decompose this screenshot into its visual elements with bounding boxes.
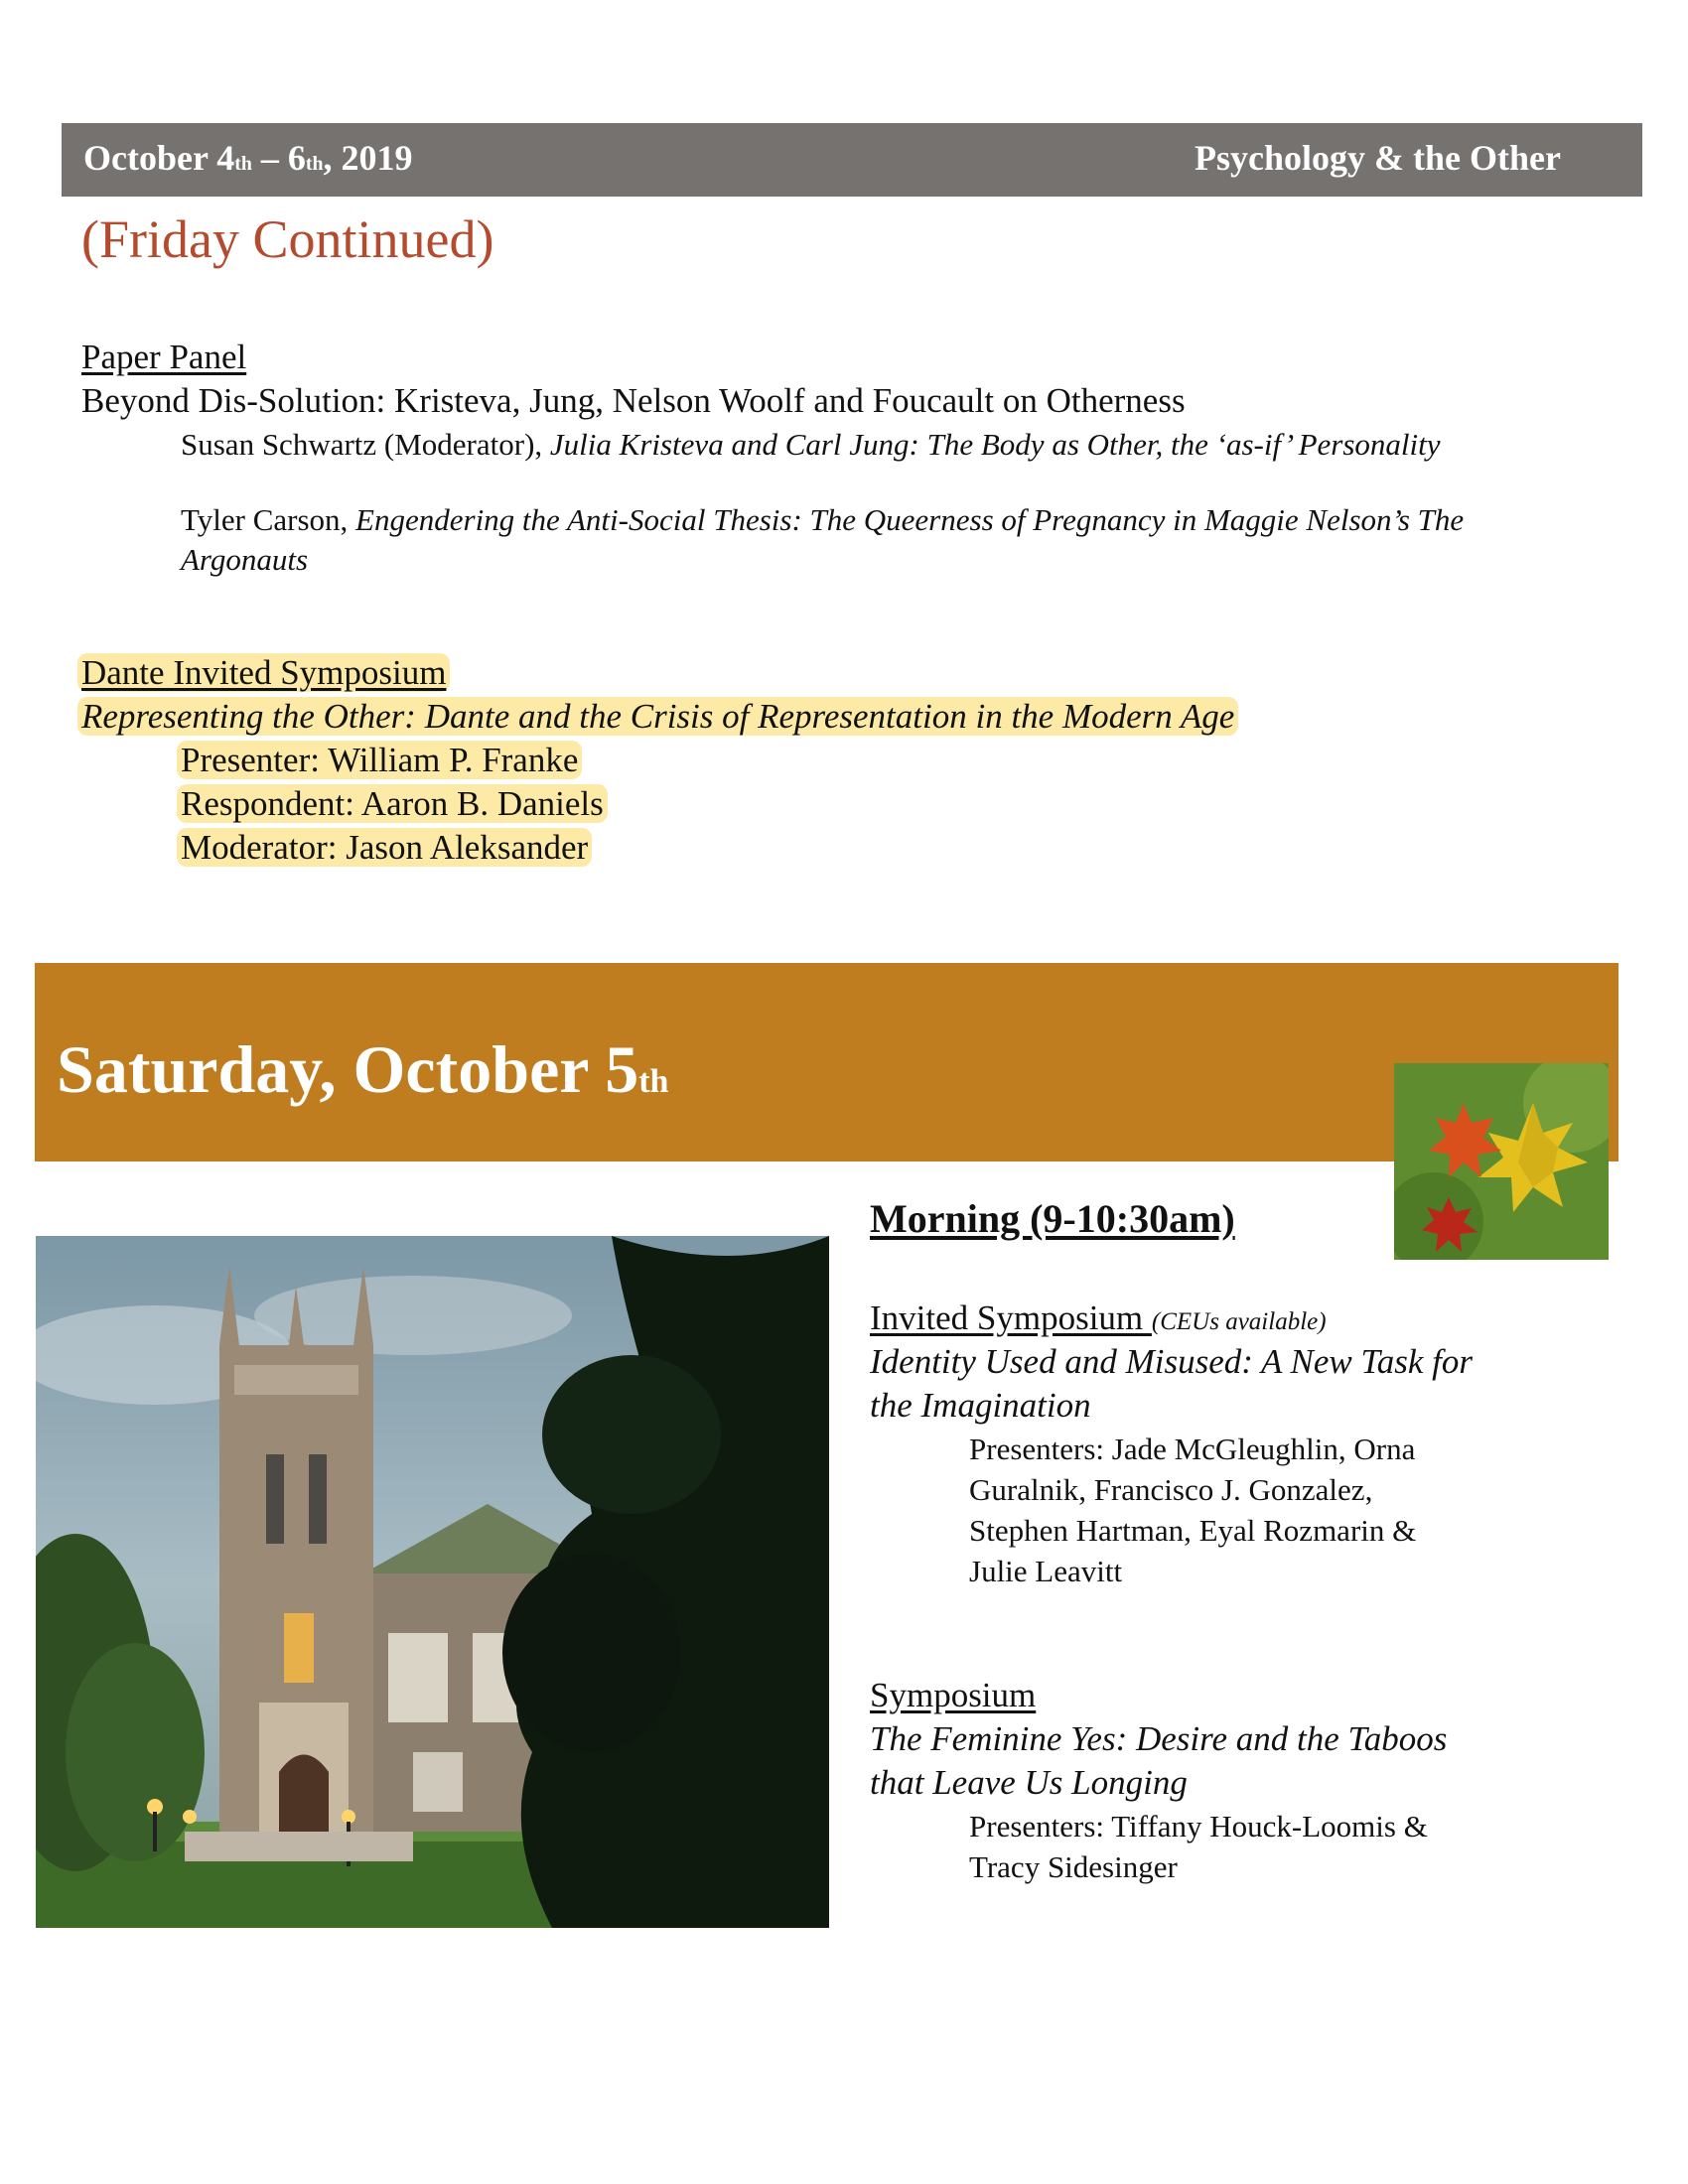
- invited-presenters-line2: Guralnik, Francisco J. Gonzalez,: [969, 1472, 1373, 1507]
- campus-gothic-tower-image: [36, 1236, 829, 1928]
- dante-symposium-label: Dante Invited Symposium: [77, 651, 450, 695]
- invited-presenters-line3: Stephen Hartman, Eyal Rozmarin &: [969, 1513, 1417, 1548]
- header-bar: [62, 123, 1642, 197]
- paper-entry-1-work: Julia Kristeva and Carl Jung: The Body as Other, the ‘as-if’ Personality: [549, 427, 1441, 462]
- invited-symposium-title-line2: the Imagination: [870, 1386, 1091, 1425]
- paper-entry-2-work-line1: Engendering the Anti-Social Thesis: The Queerness of Pregnancy in Maggie Nelson’s The: [355, 502, 1465, 537]
- dante-presenter: Presenter: William P. Franke: [177, 739, 582, 782]
- symposium-presenters-line1: Presenters: Tiffany Houck-Loomis &: [969, 1809, 1428, 1843]
- invited-symposium-label: Invited Symposium: [870, 1298, 1152, 1337]
- maple-leaves-image: [1394, 1063, 1609, 1260]
- dante-moderator: Moderator: Jason Aleksander: [177, 826, 592, 870]
- paper-panel-title: Beyond Dis-Solution: Kristeva, Jung, Nelson Woolf and Foucault on Otherness: [81, 381, 1186, 420]
- dante-symposium-title: Representing the Other: Dante and the Crisis of Representation in the Modern Age: [77, 695, 1238, 739]
- friday-continued-heading: (Friday Continued): [81, 209, 494, 269]
- saturday-title: Saturday, October 5th: [57, 1031, 669, 1107]
- header-conference-title: Psychology & the Other: [1195, 138, 1561, 178]
- invited-presenters-line1: Presenters: Jade McGleughlin, Orna: [969, 1432, 1416, 1466]
- morning-heading: Morning (9-10:30am): [870, 1196, 1235, 1241]
- header-date: October 4th – 6th, 2019: [83, 138, 413, 178]
- paper-entry-2-presenter: Tyler Carson,: [181, 502, 356, 537]
- ceu-note: (CEUs available): [1151, 1308, 1327, 1335]
- symposium-presenters-line2: Tracy Sidesinger: [969, 1849, 1178, 1884]
- paper-entry-1-presenter: Susan Schwartz (Moderator),: [181, 427, 550, 462]
- invited-symposium-title-line1: Identity Used and Misused: A New Task for: [870, 1342, 1473, 1381]
- paper-entry-1: [181, 425, 1440, 465]
- invited-symposium-header: [870, 1297, 1327, 1344]
- symposium-label: Symposium: [870, 1676, 1037, 1714]
- paper-entry-2-work-line2: Argonauts: [181, 542, 309, 577]
- saturday-banner: [35, 963, 1618, 1161]
- paper-panel-label: Paper Panel: [81, 338, 247, 376]
- invited-presenters-line4: Julie Leavitt: [969, 1554, 1123, 1588]
- paper-entry-2: [181, 500, 1464, 540]
- symposium-title-line1: The Feminine Yes: Desire and the Taboos: [870, 1719, 1448, 1758]
- symposium-title-line2: that Leave Us Longing: [870, 1763, 1188, 1802]
- gothic-tower-icon: [36, 1236, 829, 1928]
- dante-respondent: Respondent: Aaron B. Daniels: [177, 782, 608, 826]
- maple-leaves-icon: [1394, 1063, 1609, 1260]
